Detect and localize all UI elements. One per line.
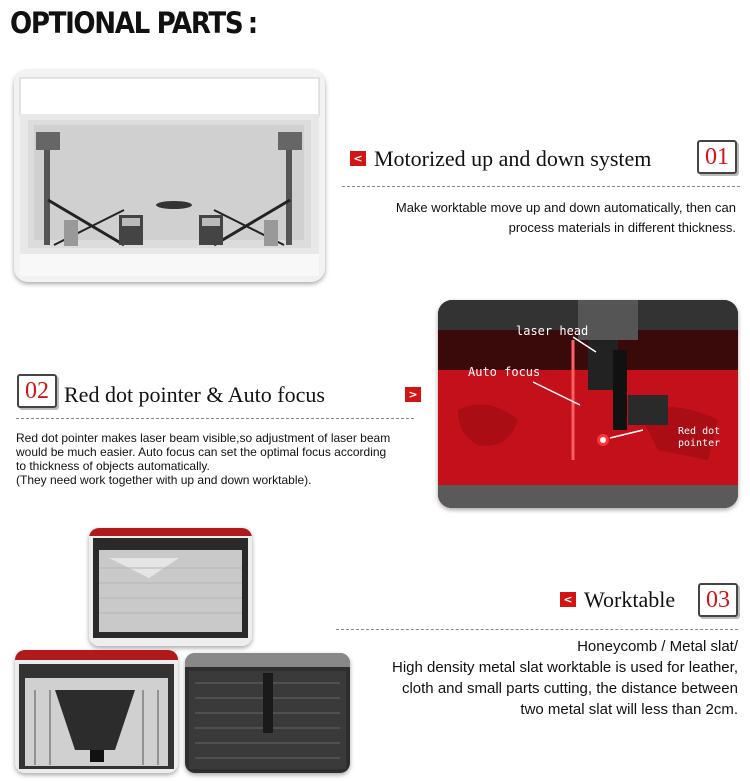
red-dot-label-line1: Red dot bbox=[678, 426, 721, 437]
description-line: Red dot pointer makes laser beam visible,so adjustment of laser beam bbox=[16, 431, 391, 445]
section-1-description bbox=[340, 198, 736, 238]
description-line: (They need work together with up and down worktable). bbox=[16, 473, 312, 487]
section-3-arrow-icon: < bbox=[560, 592, 576, 607]
description-line: two metal slat will less than 2cm. bbox=[520, 701, 738, 718]
motorized-system-photo bbox=[14, 70, 325, 282]
worktable-photo-honeycomb bbox=[185, 653, 350, 773]
section-1-divider bbox=[342, 186, 740, 187]
section-1-number-badge: 01 bbox=[697, 140, 737, 174]
section-2-divider bbox=[16, 418, 414, 419]
red-dot-label-line2: pointer bbox=[678, 438, 721, 449]
description-line: High density metal slat worktable is used for leather, bbox=[391, 659, 738, 676]
description-line: would be much easier. Auto focus can set the optimal focus according bbox=[16, 445, 387, 459]
description-line: process materials in different thickness. bbox=[508, 220, 736, 235]
description-line: to thickness of objects automatically. bbox=[16, 459, 210, 473]
section-2-heading: Red dot pointer & Auto focus bbox=[64, 382, 325, 407]
section-3-description bbox=[350, 636, 738, 720]
section-2-description bbox=[16, 431, 426, 487]
worktable-photo-metal-slat bbox=[15, 650, 178, 773]
section-1-heading: Motorized up and down system bbox=[374, 146, 652, 171]
red-dot-autofocus-photo bbox=[438, 300, 738, 508]
worktable-photo-top bbox=[89, 528, 252, 646]
section-3-divider bbox=[336, 629, 738, 630]
section-2-number-badge: 02 bbox=[17, 374, 57, 408]
description-line: Honeycomb / Metal slat/ bbox=[577, 638, 738, 655]
page-title-text: OPTIONAL PARTS bbox=[10, 6, 243, 40]
description-line: cloth and small parts cutting, the distance between bbox=[401, 680, 738, 697]
section-3-heading: Worktable bbox=[584, 587, 676, 612]
section-1-arrow-icon: < bbox=[350, 151, 366, 166]
section-3-number-badge: 03 bbox=[698, 583, 738, 617]
laser-head-label: laser head bbox=[516, 324, 589, 338]
page-title-colon: : bbox=[247, 6, 257, 40]
section-2-arrow-icon: > bbox=[405, 387, 421, 402]
description-line: Make worktable move up and down automatically, then can bbox=[395, 200, 736, 215]
auto-focus-label: Auto focus bbox=[468, 365, 541, 379]
page-title bbox=[10, 6, 257, 40]
